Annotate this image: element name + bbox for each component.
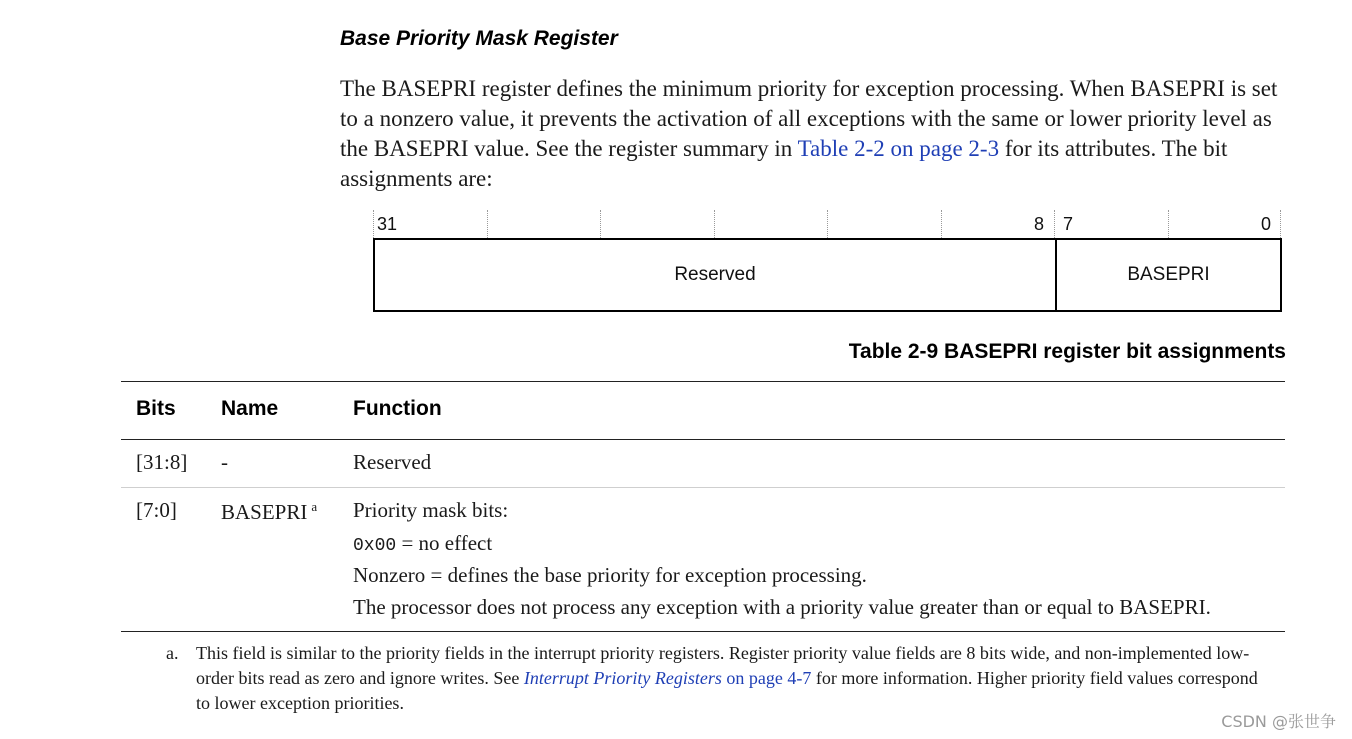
- row2-function-line4: The processor does not process any exception with a priority value greater than or equal to BASEPRI.: [353, 595, 1211, 619]
- row1-function: Reserved: [353, 450, 432, 474]
- bit-tick: [600, 210, 601, 238]
- bit-tick: [1054, 210, 1055, 238]
- column-header-bits: Bits: [136, 397, 176, 420]
- footnote-text-1: This field is similar to the priority fields in the interrupt priority registers. Register priority value fields are 8 bits wide, and non-implemented low-order bits read as zero and ignore writes. See: [196, 643, 1250, 688]
- column-header-name: Name: [221, 397, 279, 420]
- bit-tick: [1168, 210, 1169, 238]
- column-header-function: Function: [353, 397, 442, 420]
- table-row-divider: [121, 487, 1285, 488]
- interrupt-priority-registers-link[interactable]: Interrupt Priority Registers: [523, 668, 722, 688]
- intro-paragraph: [340, 74, 1290, 194]
- table-2-2-link[interactable]: Table 2-2 on page 2-3: [797, 136, 1000, 161]
- intro-text-2: for its attributes. The bit assignments are:: [340, 136, 1228, 191]
- register-box: [373, 238, 1282, 312]
- bit-label-0: 0: [1261, 214, 1272, 234]
- bit-label-31: 31: [377, 214, 398, 234]
- table-caption: Table 2-9 BASEPRI register bit assignments: [848, 340, 1286, 363]
- register-diagram: [373, 208, 1282, 312]
- bit-tick: [373, 210, 374, 238]
- row2-function-line1: Priority mask bits:: [353, 498, 509, 522]
- table-header-rule: [121, 439, 1285, 440]
- bit-tick: [941, 210, 942, 238]
- page-4-7-link[interactable]: on page 4-7: [721, 668, 812, 688]
- footnote-body: [196, 641, 1266, 716]
- intro-text-1: The BASEPRI register defines the minimum priority for exception processing. When BASEPRI is set to a nonzero value, it prevents the activation of all exceptions with the same or lower priority level as the BASEPRI value. See the register summary in: [340, 76, 1278, 161]
- footnote-mark: a.: [166, 643, 179, 663]
- bit-tick: [487, 210, 488, 238]
- table-bottom-rule: [121, 631, 1285, 632]
- row1-name: -: [221, 450, 228, 474]
- bit-label-7: 7: [1063, 214, 1074, 234]
- footnote-ref-a[interactable]: a: [311, 499, 318, 514]
- row1-bits: [31:8]: [136, 450, 188, 474]
- row2-function-line2: [353, 531, 492, 556]
- no-effect-text: = no effect: [396, 531, 493, 555]
- row2-name: [221, 499, 317, 525]
- bit-label-8: 8: [1034, 214, 1045, 234]
- field-basepri: BASEPRI: [1127, 264, 1210, 285]
- hex-zero-code: 0x00: [353, 536, 397, 556]
- row2-bits: [7:0]: [136, 498, 177, 522]
- row2-function-line3: Nonzero = defines the base priority for exception processing.: [353, 563, 867, 587]
- watermark: CSDN @张世争: [1221, 712, 1336, 731]
- bit-tick: [1280, 210, 1281, 238]
- field-reserved: Reserved: [375, 240, 1057, 310]
- section-heading: Base Priority Mask Register: [340, 27, 618, 50]
- bit-tick: [714, 210, 715, 238]
- bit-tick: [827, 210, 828, 238]
- footnote-text-2: for more information. Higher priority field values correspond to lower exception priorities.: [196, 668, 1258, 713]
- table-top-rule: [121, 381, 1285, 382]
- row2-name-text: BASEPRI: [221, 500, 308, 524]
